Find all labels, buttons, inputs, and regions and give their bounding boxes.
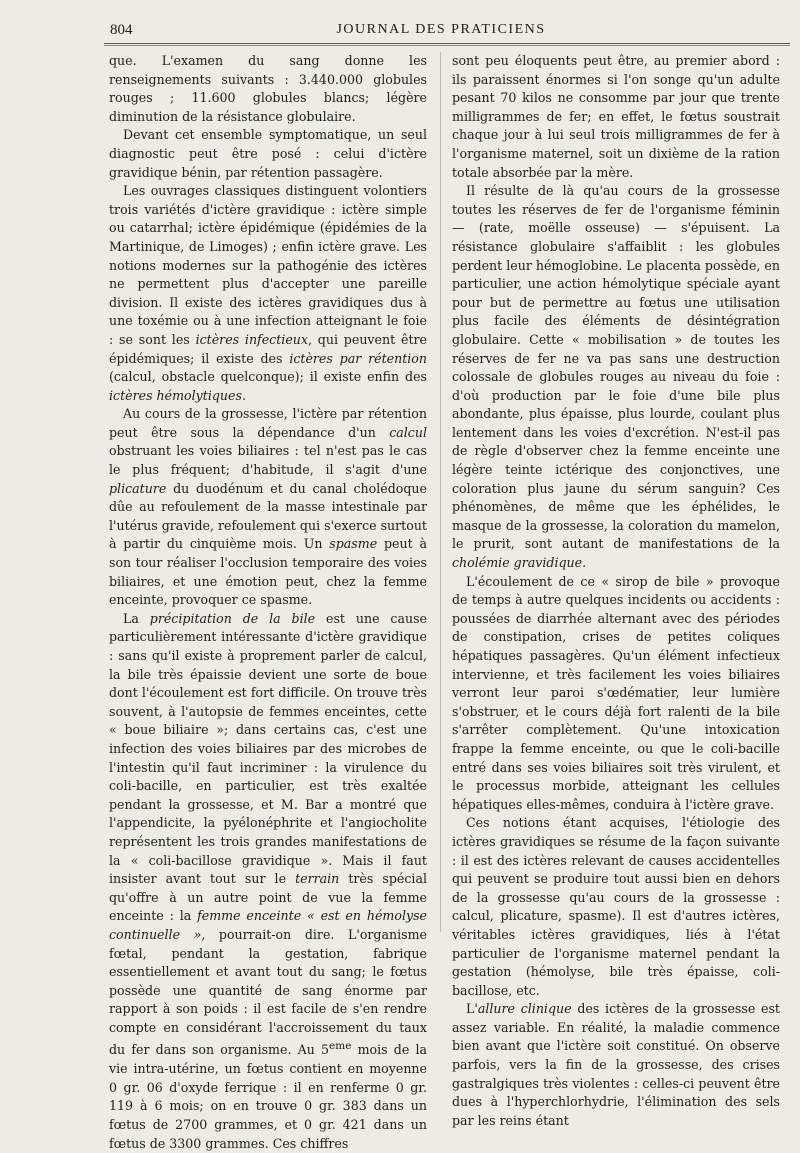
paragraph: Il résulte de là qu'au cours de la grossesse toutes les réserves de fer de l'organisme féminin — (rate, moëlle osseuse) — s'épuisent. La résistance globulaire s'affaiblit : les globules perdent leur hémoglobine. Le placenta possède, en particulier, une action hémolytique spéciale ayant pour but de permettre au fœtus une utilisation plus facile des éléments de désintégration globulaire. Cette « mobilisation » de toutes les réserves de fer ne va pas sans une destruction colossale de globules rouges au niveau du foie : d'où production par le foie d'une bile plus abondante, plus épaisse, plus lourde, coulant plus lentement dans les voies d'excrétion. N'est-il pas de règle d'observer chez la femme enceinte une légère teinte ictérique des conjonctives, une coloration plus jaune du sérum sanguin? Ces phénomènes, de même que les éphélides, le masque de la grossesse, la coloration du mamelon, le prurit, sont autant de manifestations de la cholémie gravidique. xyxy=(452,183,780,571)
column-divider xyxy=(440,52,441,932)
paragraph: sont peu éloquents peut être, au premier abord : ils paraissent énormes si l'on songe qu'un adulte pesant 70 kilos ne consomme par jour que trente milligrammes de fer; en effet, le fœtus soustrait chaque jour à lui seul trois milligrammes de fer à l'organisme maternel, soit un dixième de la ration totale absorbée par la mère. xyxy=(452,53,780,180)
paragraph: Les ouvrages classiques distinguent volontiers trois variétés d'ictère gravidique : ictère simple ou catarrhal; ictère épidémique (épidémies de la Martinique, de Limoges) ; enfin ictère grave. Les notions modernes sur la pathogénie des ictères ne permettent plus d'accepter une pareille division. Il existe des ictères gravidiques dus à une toxémie ou à une infection atteignant le foie : se sont les ictères infectieux, qui peuvent être épidémiques; il existe des ictères par rétention (calcul, obstacle quelconque); il existe enfin des ictères hémolytiques. xyxy=(109,183,427,403)
paragraph: que. L'examen du sang donne les renseignements suivants : 3.440.000 globules rouges ; 11.600 globules blancs; légère diminution de la résistance globulaire. xyxy=(109,53,427,124)
paragraph: La précipitation de la bile est une cause particulièrement intéressante d'ictère gravidique : sans qu'il existe à proprement parler de calcul, la bile très épaissie devient une sorte de boue dont l'écoulement est fort difficile. On trouve très souvent, à l'autopsie de femmes enceintes, cette « boue biliaire »; dans certains cas, c'est une infection des voies biliaires par des microbes de l'intestin qu'il faut incriminer : la virulence du coli-bacille, en particulier, est très exaltée pendant la grossesse, et M. Bar a montré que l'appendicite, la pyélonéphrite et l'angiocholite représentent les trois grandes manifestations de la « coli-bacillose gravidique ». Mais il faut insister avant tout sur le terrain très spécial qu'offre à un autre point de vue la femme enceinte : la femme enceinte « est en hémolyse continuelle », pourrait-on dire. L'organisme fœtal, pendant la gestation, fabrique essentiellement et avant tout du sang; le fœtus possède une quantité de sang énorme par rapport à son poids : il est facile de s'en rendre compte en considérant l'accroissement du taux du fer dans son organisme. Au 5eme mois de la vie intra-utérine, un fœtus contient en moyenne 0 gr. 06 d'oxyde ferrique : il en renferme 0 gr. 119 à 6 mois; on en trouve 0 gr. 383 dans un fœtus de 2700 grammes, et 0 gr. 421 dans un fœtus de 3300 grammes. Ces chiffres xyxy=(109,610,428,1151)
right-column xyxy=(452,52,780,1130)
paragraph: Devant cet ensemble symptomatique, un seul diagnostic peut être posé : celui d'ictère gravidique bénin, par rétention passagère. xyxy=(109,127,427,180)
paragraph: L'allure clinique des ictères de la grossesse est assez variable. En réalité, la maladie commence bien avant que l'ictère soit constitué. On observe parfois, vers la fin de la grossesse, des crises gastralgiques très violentes : celles-ci peuvent être dues à l'hyperchlorhydrie, l'élimination des sels par les reins étant xyxy=(452,1001,780,1128)
paragraph: L'écoulement de ce « sirop de bile » provoque de temps à autre quelques incidents ou accidents : poussées de diarrhée alternant avec des périodes de constipation, crises de petites coliques hépatiques passagères. Qu'un élément infectieux intervienne, et très facilement les voies biliaires verront leur paroi s'œdématier, leur lumière s'obstruer, et le cours déjà fort ralenti de la bile s'arrêter complètement. Qu'une intoxication frappe la femme enceinte, ou que le coli-bacille entré dans ses voies biliaires soit très virulent, et le processus morbide, atteignant les cellules hépatiques elles-mêmes, conduira à l'ictère grave. xyxy=(452,573,780,812)
paragraph: Au cours de la grossesse, l'ictère par rétention peut être sous la dépendance d'un calcul obstruant les voies biliaires : tel n'est pas le cas le plus fréquent; d'habitude, il s'agit d'une plicature du duodénum et du canal cholédoque dûe au refoulement de la masse intestinale par l'utérus gravide, refoulement qui s'exerce surtout à partir du cinquième mois. Un spasme peut à son tour réaliser l'occlusion temporaire des voies biliaires, et une émotion peut, chez la femme enceinte, provoquer ce spasme. xyxy=(109,406,427,608)
paragraph: Ces notions étant acquises, l'étiologie des ictères gravidiques se résume de la façon suivante : il est des ictères relevant de causes accidentelles qui peuvent se produire tout aussi bien en dehors de la grossesse qu'au cours de la grossesse : calcul, plicature, spasme). Il est d'autres ictères, véritables ictères gravidiques, liés à l'état particulier de l'organisme maternel pendant la gestation (hémolyse, bile très épaisse, coli-bacillose, etc. xyxy=(452,815,780,998)
page-header xyxy=(110,20,786,40)
journal-title: JOURNAL DES PRATICIENS xyxy=(336,22,546,37)
page-number: 804 xyxy=(110,21,133,38)
header-rule-secondary xyxy=(104,45,790,46)
header-rule xyxy=(104,43,790,44)
left-column xyxy=(109,52,427,1153)
